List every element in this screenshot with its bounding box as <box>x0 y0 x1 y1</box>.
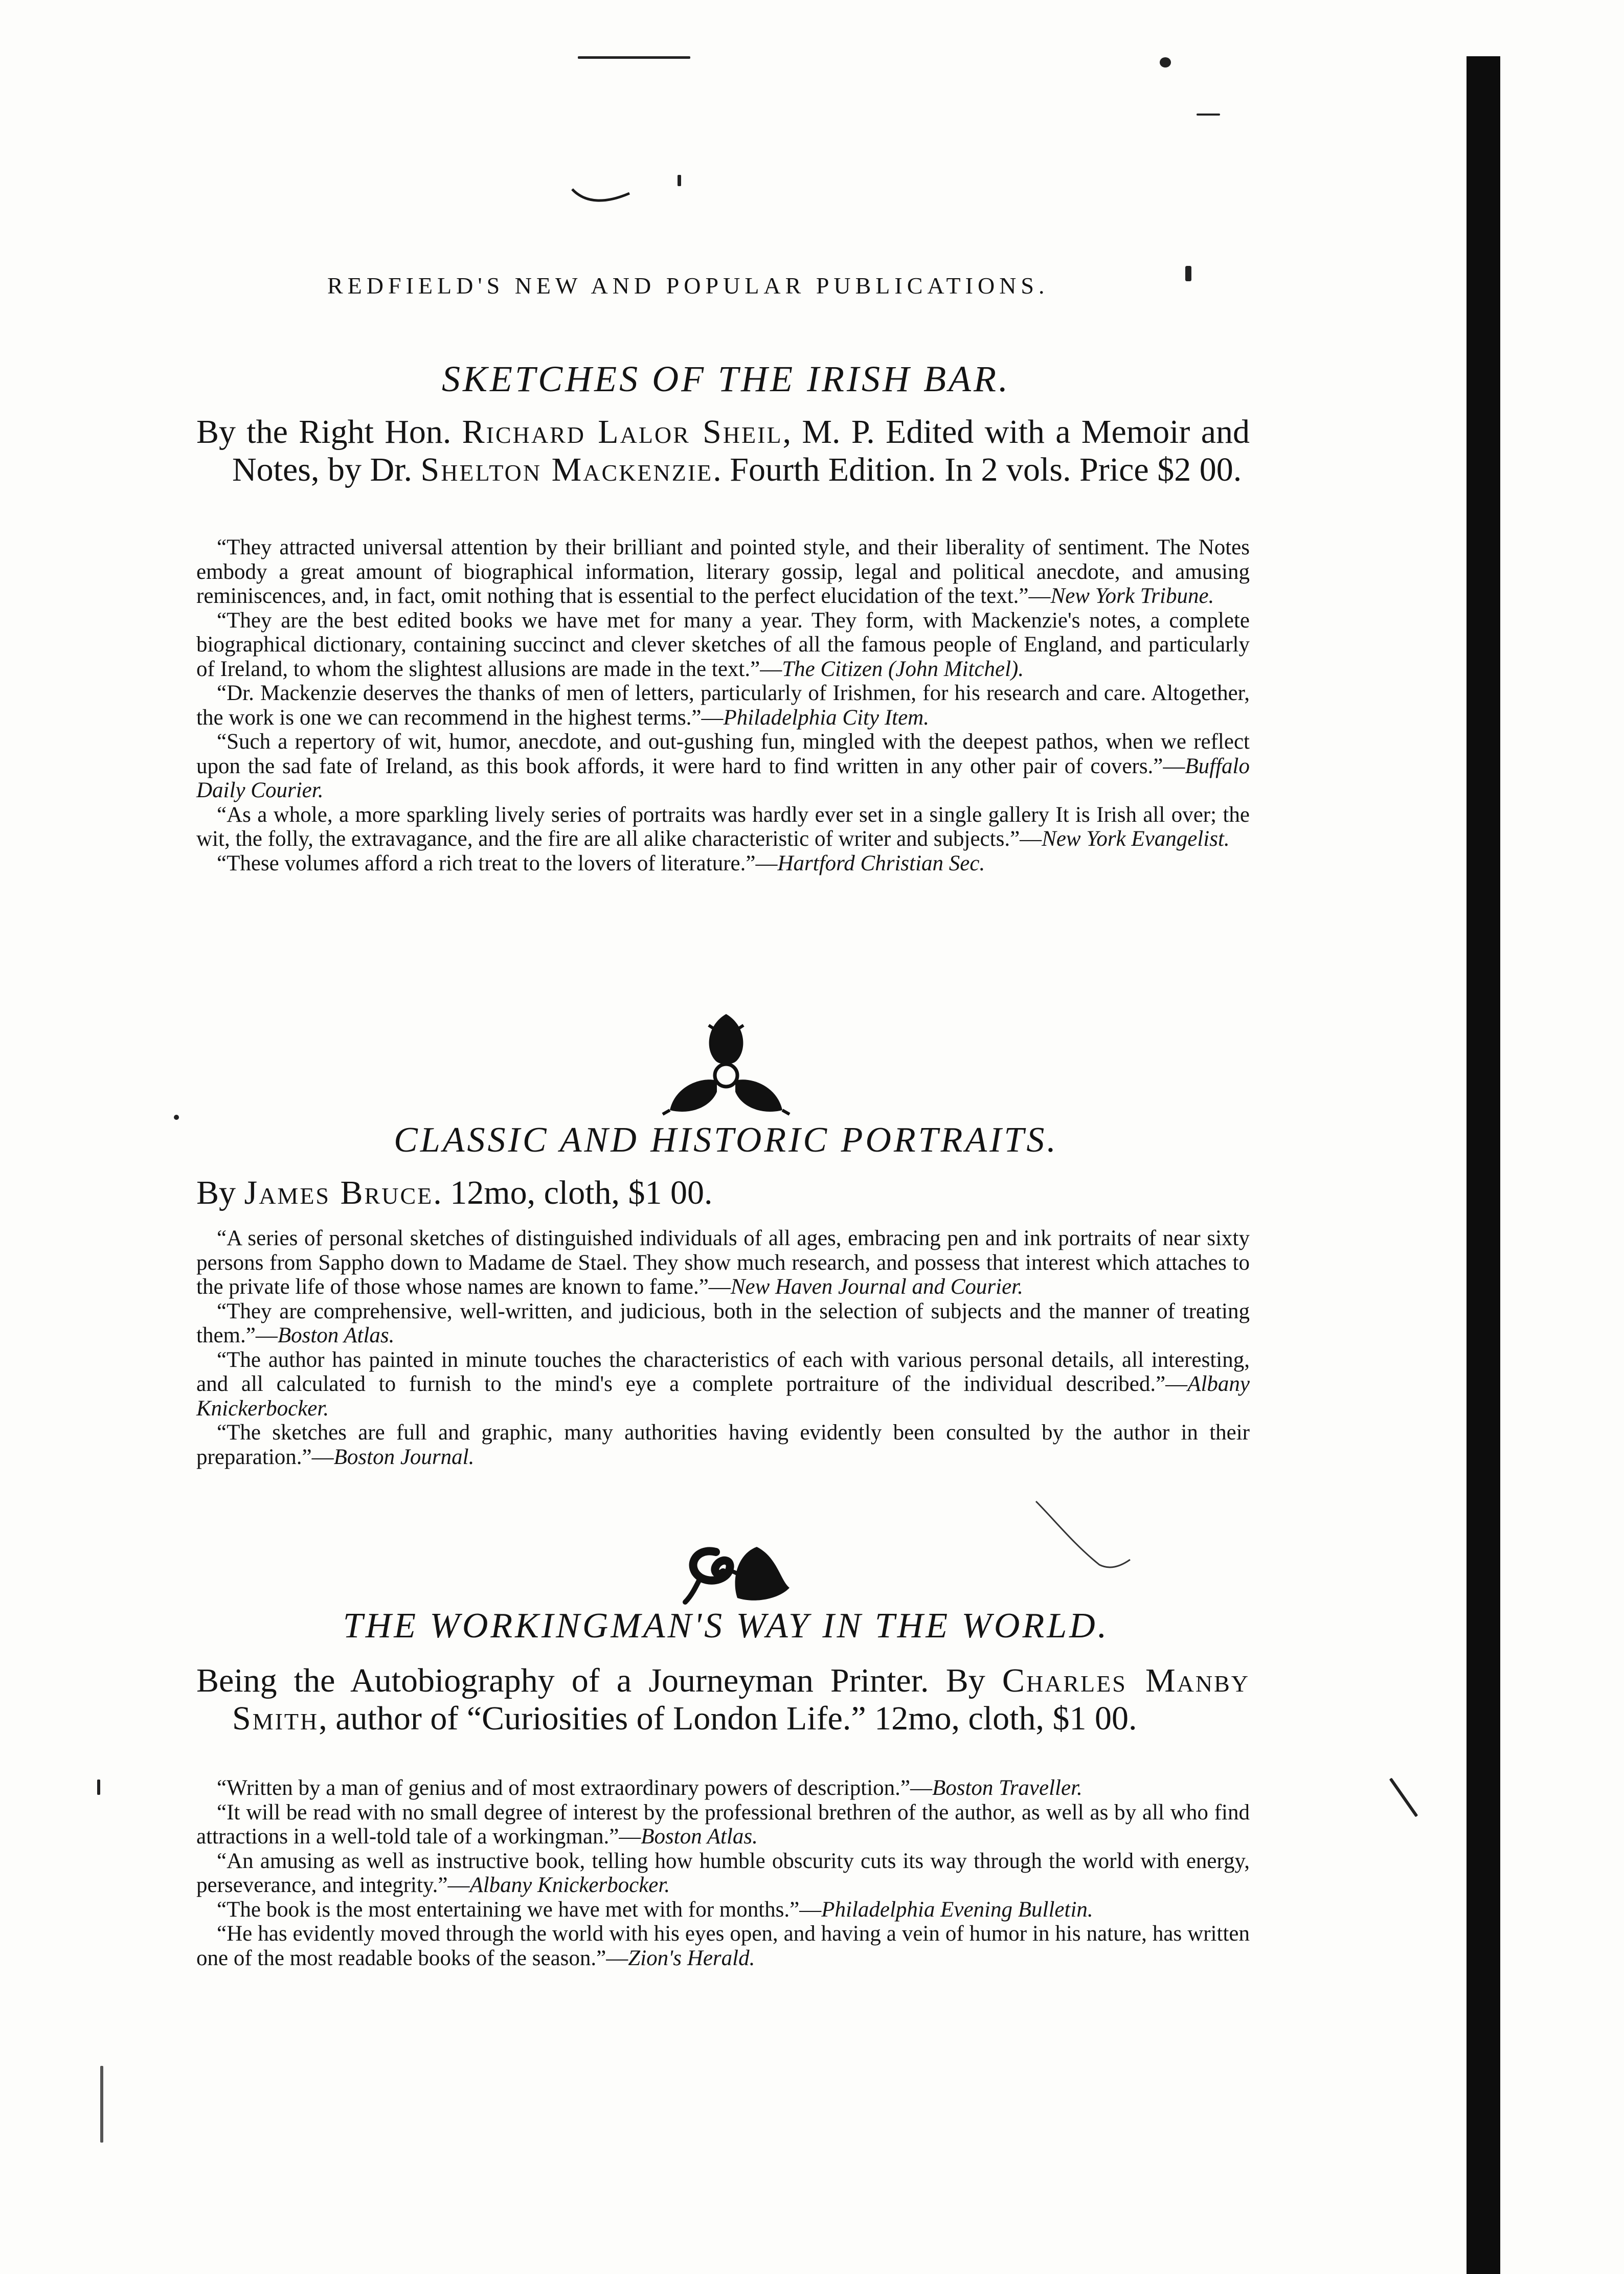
review-quotes <box>196 1776 1250 1970</box>
quote-source: New York Tribune. <box>1050 584 1214 608</box>
quote-source: Boston Atlas. <box>277 1323 395 1347</box>
quote-source: New York Evangelist. <box>1042 827 1230 851</box>
review-quote: “As a whole, a more sparkling lively series of portraits was hardly ever set in a single gallery It is Irish all over; the wit, the folly, the extravagance, and the fire are all alike characteristic of writer and subjects.”—New York Evangelist. <box>196 802 1250 851</box>
author-name: James Bruce <box>244 1174 434 1211</box>
review-quote: “They attracted universal attention by their brilliant and pointed style, and their liberality of sentiment. The Notes embody a great amount of biographical information, literary gossip, legal and political anecdote, and amusing reminiscences, and, in fact, omit nothing that is essential to the perfect elucidation of the text.”—New York Tribune. <box>196 535 1250 608</box>
ink-speck <box>678 175 681 186</box>
review-quote: “He has evidently moved through the world with his eyes open, and having a vein of humor in his nature, has written one of the most readable books of the season.”—Zion's Herald. <box>196 1922 1250 1970</box>
quote-source: The Citizen (John Mitchel). <box>782 657 1024 681</box>
editor-name: Shelton Mackenzie <box>420 451 713 488</box>
ink-speck <box>100 2066 103 2143</box>
ink-speck <box>1197 114 1220 116</box>
book-byline: Being the Autobiography of a Journeyman Printer. By Charles Manby Smith, author of “Curiosities of London Life.” 12mo, cloth, $1 00. <box>196 1662 1250 1737</box>
review-quote: “It will be read with no small degree of interest by the professional brethren of the author, as well as by all who find attractions in a well-told tale of a workingman.”—Boston Atlas. <box>196 1800 1250 1849</box>
ink-speck <box>1389 1777 1418 1817</box>
review-quote: “Written by a man of genius and of most extraordinary powers of description.”—Boston Traveller. <box>217 1776 1082 1800</box>
ink-speck <box>578 56 690 59</box>
review-quote: “They are comprehensive, well-written, and judicious, both in the selection of subjects and the manner of treating them.”—Boston Atlas. <box>196 1299 1250 1347</box>
book-title: SKETCHES OF THE IRISH BAR. <box>442 358 1010 399</box>
quote-source: New Haven Journal and Courier. <box>730 1275 1023 1299</box>
vine-leaf-ornament <box>680 1537 793 1608</box>
scan-edge-shadow <box>1467 56 1500 2274</box>
review-quote: “The author has painted in minute touches the characteristics of each with various personal details, all interesting, and all calculated to furnish to the mind's eye a complete portraiture of the individual described.”—Albany Knickerbocker. <box>196 1347 1250 1421</box>
review-quotes <box>196 1226 1250 1469</box>
review-quote: “They are the best edited books we have met for many a year. They form, with Mackenzie's notes, a complete biographical dictionary, containing succinct and clever sketches of all the famous people of England, and particularly of Ireland, to whom the slightest allusions are made in the text.”—The Citizen (John Mitchel). <box>196 608 1250 681</box>
quote-source: Albany Knickerbocker. <box>469 1873 670 1897</box>
ink-speck <box>97 1780 100 1795</box>
author-name: Richard Lalor Sheil <box>462 413 783 451</box>
pencil-stroke-mark <box>1033 1498 1135 1575</box>
review-quotes <box>196 535 1250 875</box>
pen-stroke-mark <box>570 184 631 205</box>
author-name: Charles Manby Smith <box>232 1662 1250 1737</box>
review-quote: “Such a repertory of wit, humor, anecdote, and out-gushing fun, mingled with the deepest pathos, when we reflect upon the sad fate of Ireland, as this book affords, it were hard to find written in any other pair of covers.”—Buffalo Daily Courier. <box>196 730 1250 802</box>
quote-source: Buffalo Daily Courier. <box>196 754 1250 802</box>
quote-source: Boston Journal. <box>333 1445 475 1469</box>
page-header: REDFIELD'S NEW AND POPULAR PUBLICATIONS. <box>327 273 1049 299</box>
quote-source: Boston Traveller. <box>932 1776 1082 1800</box>
quote-source: Zion's Herald. <box>628 1946 755 1970</box>
quote-source: Hartford Christian Sec. <box>777 851 985 875</box>
book-byline: By James Bruce. 12mo, cloth, $1 00. <box>196 1174 713 1211</box>
book-byline: By the Right Hon. Richard Lalor Sheil, M. P. Edited with a Memoir and Notes, by Dr. Shelton Mackenzie. Fourth Edition. In 2 vols. Price $2 00. <box>196 413 1250 488</box>
quote-source: Philadelphia Evening Bulletin. <box>821 1897 1093 1922</box>
quote-source: Philadelphia City Item. <box>723 705 929 730</box>
review-quote: “The book is the most entertaining we have met with for months.”—Philadelphia Evening Bulletin. <box>217 1897 1093 1922</box>
book-title: THE WORKINGMAN'S WAY IN THE WORLD. <box>343 1606 1110 1646</box>
trefoil-leaf-ornament <box>660 1010 793 1117</box>
review-quote: “The sketches are full and graphic, many authorities having evidently been consulted by the author in their preparation.”—Boston Journal. <box>196 1421 1250 1469</box>
quote-source: Boston Atlas. <box>641 1825 758 1849</box>
book-title: CLASSIC AND HISTORIC PORTRAITS. <box>394 1120 1058 1160</box>
review-quote: “Dr. Mackenzie deserves the thanks of men of letters, particularly of Irishmen, for his research and care. Altogether, the work is one we can recommend in the highest terms.”—Philadelphia City Item. <box>196 681 1250 730</box>
review-quote: “An amusing as well as instructive book, telling how humble obscurity cuts its way through the world with energy, perseverance, and integrity.”—Albany Knickerbocker. <box>196 1849 1250 1897</box>
ink-speck <box>1160 57 1171 67</box>
review-quote: “A series of personal sketches of distinguished individuals of all ages, embracing pen and ink portraits of near sixty persons from Sappho down to Madame de Stael. They show much research, and possess that interest which attaches to the private life of those whose names are known to fame.”—New Haven Journal and Courier. <box>196 1226 1250 1299</box>
quote-source: Albany Knickerbocker. <box>196 1372 1250 1421</box>
review-quote: “These volumes afford a rich treat to the lovers of literature.”—Hartford Christian Sec. <box>217 851 985 875</box>
ink-speck <box>174 1115 179 1120</box>
